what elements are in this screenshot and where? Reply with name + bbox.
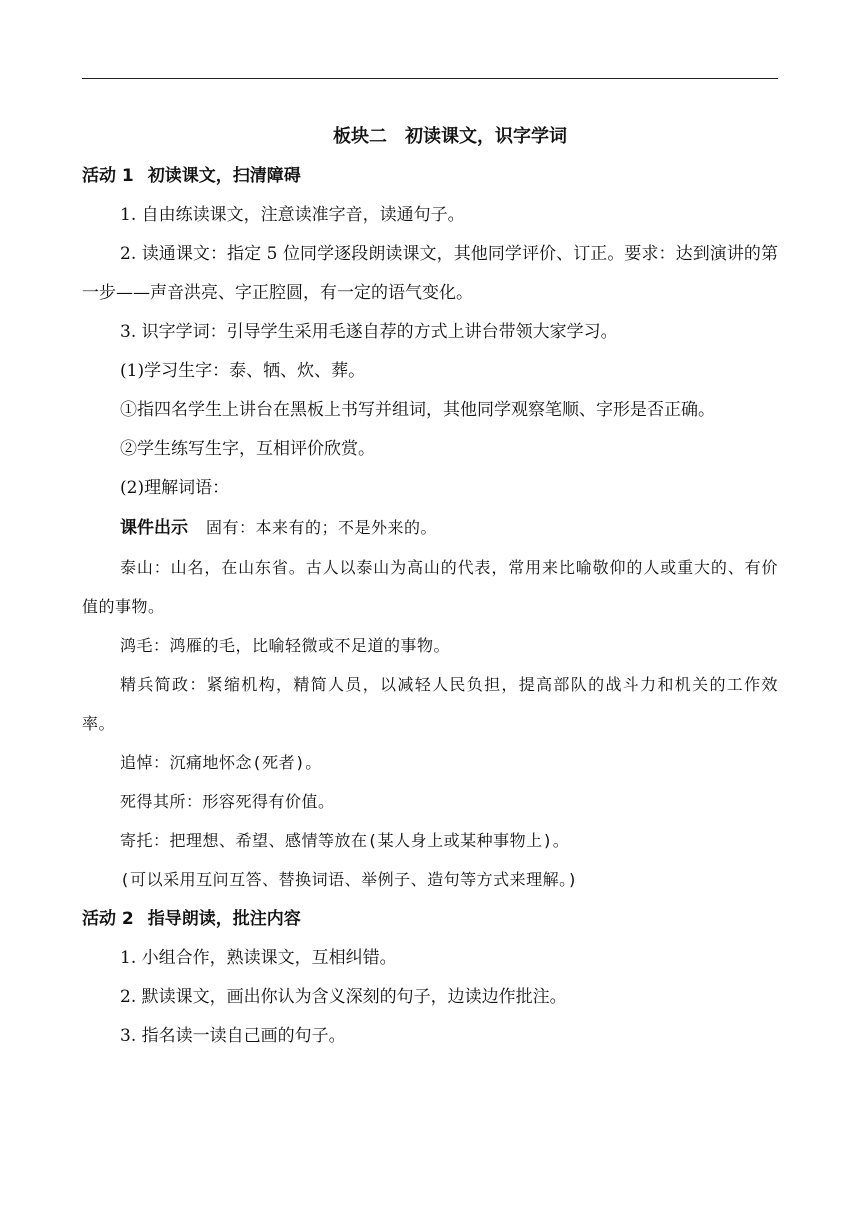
definition: 固有：本来有的；不是外来的。 bbox=[206, 518, 438, 537]
activity-2-line: 2. 默读课文，画出你认为含义深刻的句子，边读边作批注。 bbox=[120, 987, 567, 1007]
activity-2-line: 1. 小组合作，熟读课文，互相纠错。 bbox=[120, 948, 397, 968]
definition: 精兵简政：紧缩机构，精简人员，以减轻人民负担，提高部队的战斗力和机关的工作效率。 bbox=[82, 675, 778, 733]
activity-1-line: (2)理解词语： bbox=[120, 478, 230, 498]
activity-1-line: (1)学习生字：泰、牺、炊、葬。 bbox=[120, 361, 366, 381]
activity-2-title: 指导朗读，批注内容 bbox=[147, 909, 301, 929]
activity-2-label: 活动 2 bbox=[82, 909, 134, 929]
definition-note: (可以采用互问互答、替换词语、举例子、造句等方式来理解。) bbox=[120, 870, 578, 889]
section-title: 板块二 初读课文，识字学词 bbox=[333, 126, 567, 147]
definition: 死得其所：形容死得有价值。 bbox=[120, 792, 335, 811]
activity-1-label: 活动 1 bbox=[82, 166, 134, 186]
activity-1-line: 2. 读通课文：指定 5 位同学逐段朗读课文，其他同学评价、订正。要求：达到演讲的第一步——声音洪亮、字正腔圆，有一定的语气变化。 bbox=[82, 244, 778, 303]
activity-2-line: 3. 指名读一读自己画的句子。 bbox=[120, 1026, 346, 1046]
definition: 泰山：山名，在山东省。古人以泰山为高山的代表，常用来比喻敬仰的人或重大的、有价值的事物。 bbox=[82, 558, 778, 616]
activity-1-heading bbox=[82, 156, 778, 196]
activity-1-line: ②学生练写生字，互相评价欣赏。 bbox=[120, 439, 375, 459]
activity-1-line: 1. 自由练读课文，注意读准字音，读通句子。 bbox=[120, 205, 465, 225]
document-body bbox=[82, 118, 778, 1056]
activity-1-line: 3. 识字学词：引导学生采用毛遂自荐的方式上讲台带领大家学习。 bbox=[120, 322, 618, 342]
courseware-label: 课件出示 bbox=[120, 518, 188, 538]
header-rule bbox=[82, 78, 778, 79]
definition: 追悼：沉痛地怀念(死者)。 bbox=[120, 753, 322, 772]
definition: 寄托：把理想、希望、感情等放在(某人身上或某种事物上)。 bbox=[120, 831, 570, 850]
activity-2-heading bbox=[82, 899, 778, 939]
activity-1-title: 初读课文，扫清障碍 bbox=[147, 166, 301, 186]
activity-1-line: ①指四名学生上讲台在黑板上书写并组词，其他同学观察笔顺、字形是否正确。 bbox=[120, 400, 715, 420]
definition: 鸿毛：鸿雁的毛，比喻轻微或不足道的事物。 bbox=[120, 636, 451, 655]
courseware-line bbox=[82, 508, 778, 548]
